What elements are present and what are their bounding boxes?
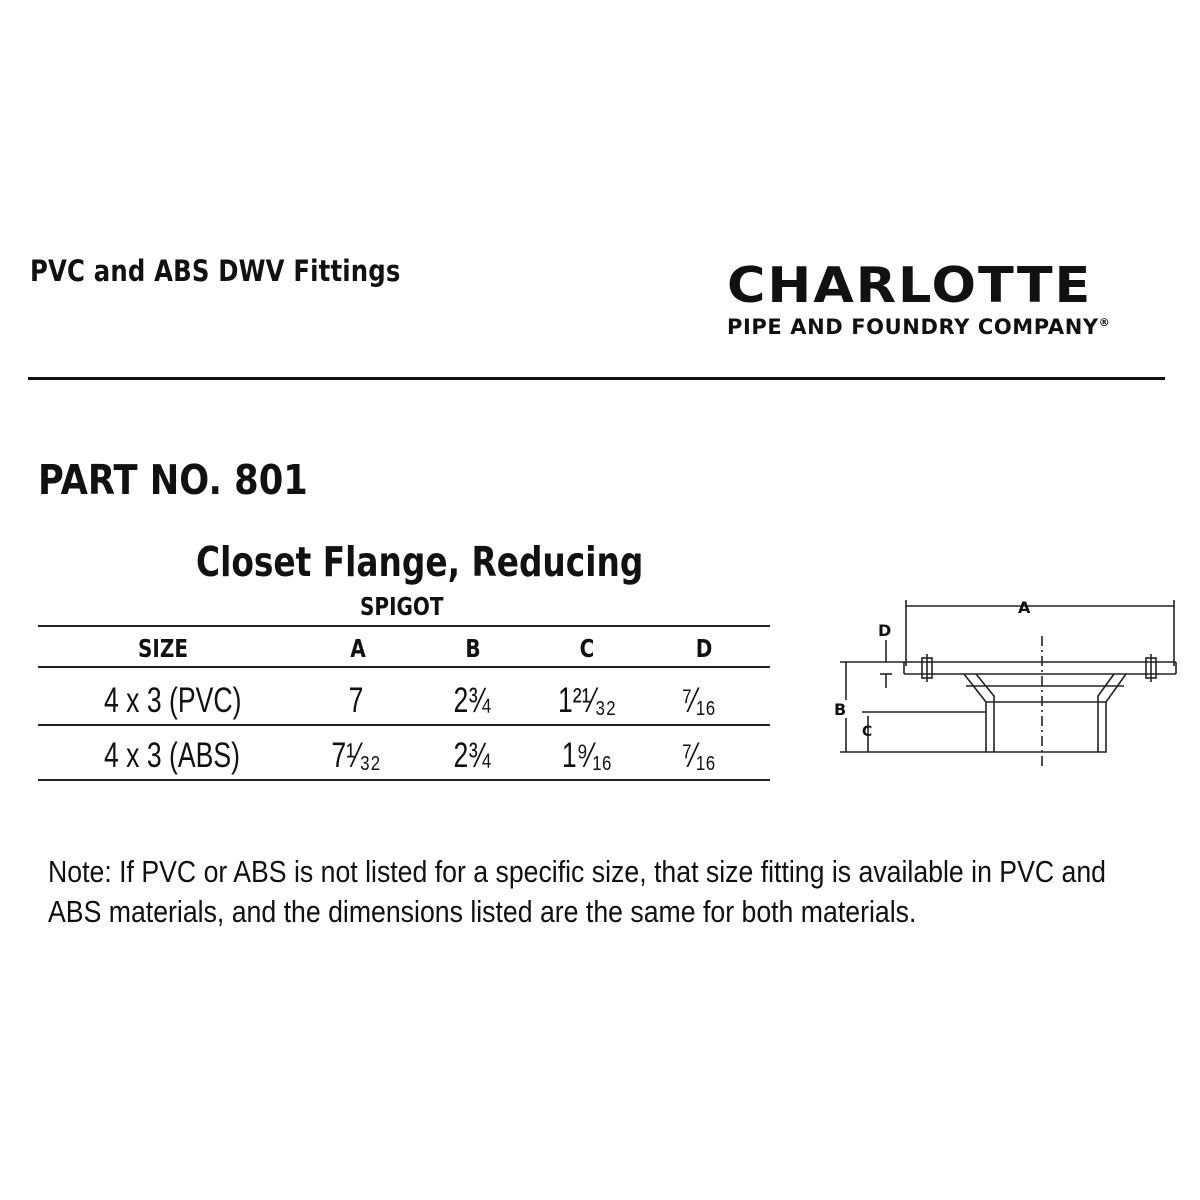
brand-subtitle-text: PIPE AND FOUNDRY COMPANY — [727, 315, 1099, 339]
cell-b: 2¾ — [453, 736, 491, 775]
cell-a: 7 — [348, 681, 364, 720]
cell-c: 1²¹⁄₃₂ — [557, 681, 617, 720]
dimension-label-d: D — [878, 621, 892, 640]
cell-b: 2¾ — [453, 681, 491, 720]
column-header-a: A — [350, 634, 366, 663]
dimension-label-b: B — [834, 700, 847, 719]
table-header-rule — [38, 666, 770, 668]
registered-mark: ® — [1098, 316, 1111, 329]
dimension-label-a: A — [1018, 598, 1031, 617]
column-header-c: C — [579, 634, 595, 663]
catalog-category: PVC and ABS DWV Fittings — [30, 254, 401, 288]
header-divider — [28, 377, 1165, 380]
column-header-size: SIZE — [137, 634, 188, 663]
part-number: PART NO. 801 — [38, 456, 308, 504]
table-row-rule — [38, 724, 770, 726]
cell-a: 7¹⁄₃₂ — [331, 736, 381, 775]
cell-size: 4 x 3 (PVC) — [104, 681, 242, 720]
spigot-label: SPIGOT — [360, 592, 444, 621]
brand-logo-subtitle — [727, 315, 1110, 339]
brand-logo-name: CHARLOTTE — [727, 257, 1093, 314]
availability-note: Note: If PVC or ABS is not listed for a specific size, that size fitting is available in PVC and ABS materials, and the dimensions listed are the same for both materials. — [48, 854, 1107, 929]
column-header-d: D — [695, 634, 713, 663]
cell-d: ⁷⁄₁₆ — [682, 681, 716, 720]
cell-c: 1⁹⁄₁₆ — [561, 736, 613, 775]
cell-size: 4 x 3 (ABS) — [104, 736, 241, 775]
table-bottom-rule — [38, 779, 770, 781]
dimension-label-c: C — [862, 724, 873, 740]
closet-flange-diagram — [826, 596, 1180, 768]
cell-d: ⁷⁄₁₆ — [682, 736, 716, 775]
table-top-rule — [38, 625, 770, 627]
product-name: Closet Flange, Reducing — [196, 538, 644, 586]
column-header-b: B — [465, 634, 481, 663]
